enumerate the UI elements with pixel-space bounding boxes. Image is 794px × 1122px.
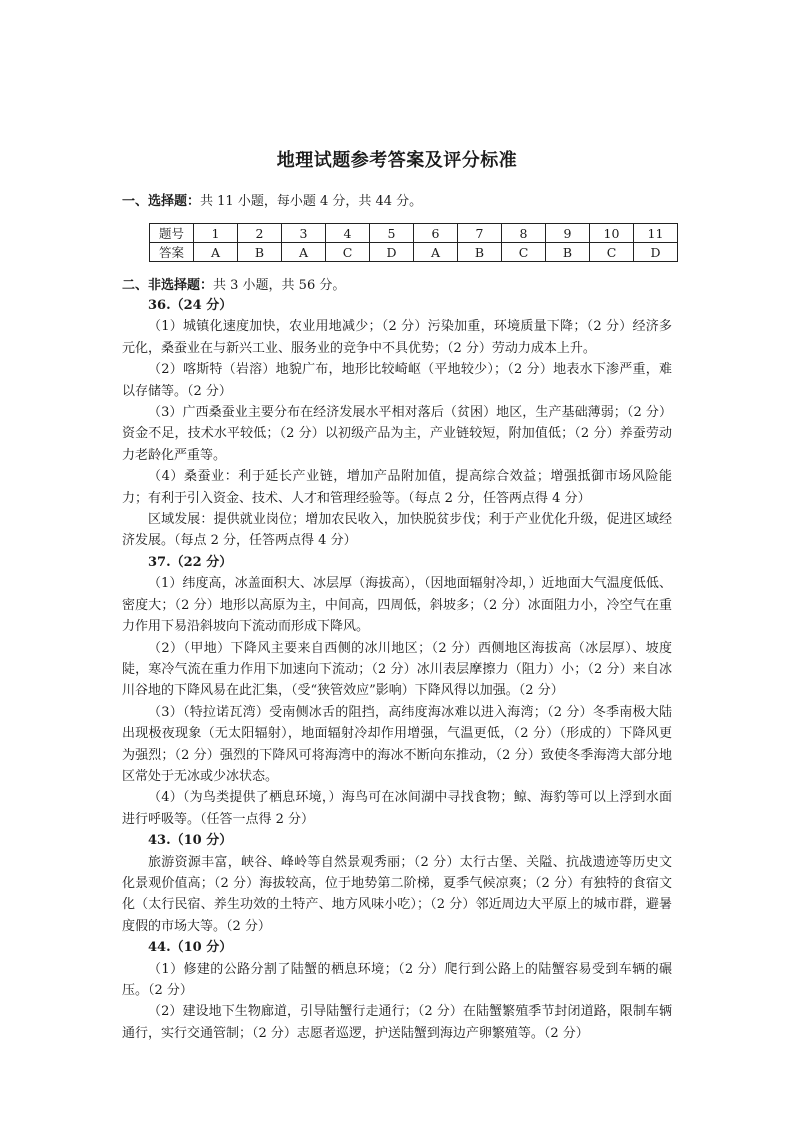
table-cell: 9 (546, 224, 590, 243)
table-cell: C (502, 243, 546, 262)
answer-paragraph: （2）建设地下生物廊道，引导陆蟹行走通行；（2 分）在陆蟹繁殖季节封闭道路，限制车辆通行，实行交通管制；（2 分）志愿者巡逻，护送陆蟹到海边产卵繁殖等。（2 分） (122, 1004, 672, 1041)
table-cell: 10 (590, 224, 634, 243)
table-cell: 2 (238, 224, 282, 243)
question-43-title: 43.（10 分） (148, 833, 233, 849)
table-cell: 3 (282, 224, 326, 243)
table-cell: C (326, 243, 370, 262)
row-label-question-number: 题号 (150, 224, 194, 243)
table-cell: B (546, 243, 590, 262)
answer-paragraph: （2）（甲地）下降风主要来自西侧的冰川地区；（2 分）西侧地区海拔高（冰层厚）、坡度陡，寒冷气流在重力作用下加速向下流动；（2 分）冰川表层摩擦力（阻力）小；（2 分）来自冰川谷地的下降风易在此汇集，（受“狭管效应”影响）下降风得以加强。（2 分） (122, 640, 672, 699)
answer-paragraph: （1）纬度高，冰盖面积大、冰层厚（海拔高），（因地面辐射冷却，）近地面大气温度低低、密度大；（2 分）地形以高原为主，中间高，四周低，斜坡多；（2 分）冰面阻力小，冷空气在重力作用下易沿斜坡向下流动而形成下降风。 (122, 576, 672, 635)
question-36-title: 36.（24 分） (148, 298, 233, 313)
row-label-answer: 答案 (150, 243, 194, 262)
table-cell: D (634, 243, 678, 262)
table-cell: B (458, 243, 502, 262)
table-cell: 6 (414, 224, 458, 243)
table-cell: 8 (502, 224, 546, 243)
table-row-numbers (150, 224, 678, 243)
answer-paragraph: 区域发展：提供就业岗位；增加农民收入，加快脱贫步伐；利于产业优化升级，促进区域经济发展。（每点 2 分，任答两点得 4 分） (122, 512, 672, 549)
answer-body (122, 295, 672, 1044)
table-cell: B (238, 243, 282, 262)
answer-paragraph: （4）桑蚕业：利于延长产业链，增加产品附加值，提高综合效益；增强抵御市场风险能力；有利于引入资金、技术、人才和管理经验等。（每点 2 分，任答两点得 4 分） (122, 469, 672, 506)
section-free-response-heading (122, 274, 345, 293)
answer-paragraph: （3）广西桑蚕业主要分布在经济发展水平相对落后（贫困）地区，生产基础薄弱；（2 分）资金不足，技术水平较低；（2 分）以初级产品为主，产业链较短，附加值低；（2 分）养蚕劳动力老龄化严重等。 (122, 405, 672, 463)
answer-table (149, 223, 678, 262)
table-cell: C (590, 243, 634, 262)
section-label: 二、非选择题： (122, 278, 214, 293)
page-title: 地理试题参考答案及评分标准 (276, 150, 518, 171)
answer-paragraph: 旅游资源丰富，峡谷、峰岭等自然景观秀丽；（2 分）太行古堡、关隘、抗战遗迹等历史文化景观价值高；（2 分）海拔较高，位于地势第二阶梯，夏季气候凉爽；（2 分）有独特的食宿文化（太行民宿、养生功效的土特产、地方风味小吃）；（2 分）邻近周边大平原上的城市群，避暑度假的市场大等。（2 分） (122, 854, 672, 934)
table-cell: D (370, 243, 414, 262)
answer-paragraph: （1）城镇化速度加快，农业用地减少；（2 分）污染加重，环境质量下降；（2 分）经济多元化，桑蚕业在与新兴工业、服务业的竞争中不具优势；（2 分）劳动力成本上升。 (122, 319, 672, 356)
table-cell: 1 (194, 224, 238, 243)
table-cell: A (414, 243, 458, 262)
section-description: 共 3 小题，共 56 分。 (213, 278, 346, 293)
table-cell: 11 (634, 224, 678, 243)
table-cell: A (282, 243, 326, 262)
table-row-answers (150, 243, 678, 262)
table-cell: 5 (370, 224, 414, 243)
table-cell: A (194, 243, 238, 262)
answer-paragraph: （2）喀斯特（岩溶）地貌广布，地形比较崎岖（平地较少）；（2 分）地表水下渗严重，难以存储等。（2 分） (122, 362, 672, 399)
table-cell: 7 (458, 224, 502, 243)
question-37-title: 37.（22 分） (148, 554, 233, 570)
answer-paragraph: （1）修建的公路分割了陆蟹的栖息环境；（2 分）爬行到公路上的陆蟹容易受到车辆的碾压。（2 分） (122, 961, 672, 998)
question-44-title: 44.（10 分） (148, 940, 233, 956)
section-label: 一、选择题： (122, 194, 201, 209)
answer-paragraph: （3）（特拉诺瓦湾）受南侧冰舌的阻挡，高纬度海冰难以进入海湾；（2 分）冬季南极大陆出现极夜现象（无太阳辐射），地面辐射冷却作用增强，气温更低，（2 分）（形成的）下降风更为强烈；（2 分）强烈的下降风可将海湾中的海冰不断向东推动，（2 分）致使冬季海湾大部分地区常处于无冰或少冰状态。 (122, 704, 672, 784)
section-description: 共 11 小题，每小题 4 分，共 44 分。 (200, 194, 423, 209)
answer-paragraph: （4）（为鸟类提供了栖息环境，）海鸟可在冰间湖中寻找食物；鲸、海豹等可以上浮到水面进行呼吸等。（任答一点得 2 分） (122, 790, 672, 827)
table-cell: 4 (326, 224, 370, 243)
section-multiple-choice-heading (122, 190, 422, 209)
